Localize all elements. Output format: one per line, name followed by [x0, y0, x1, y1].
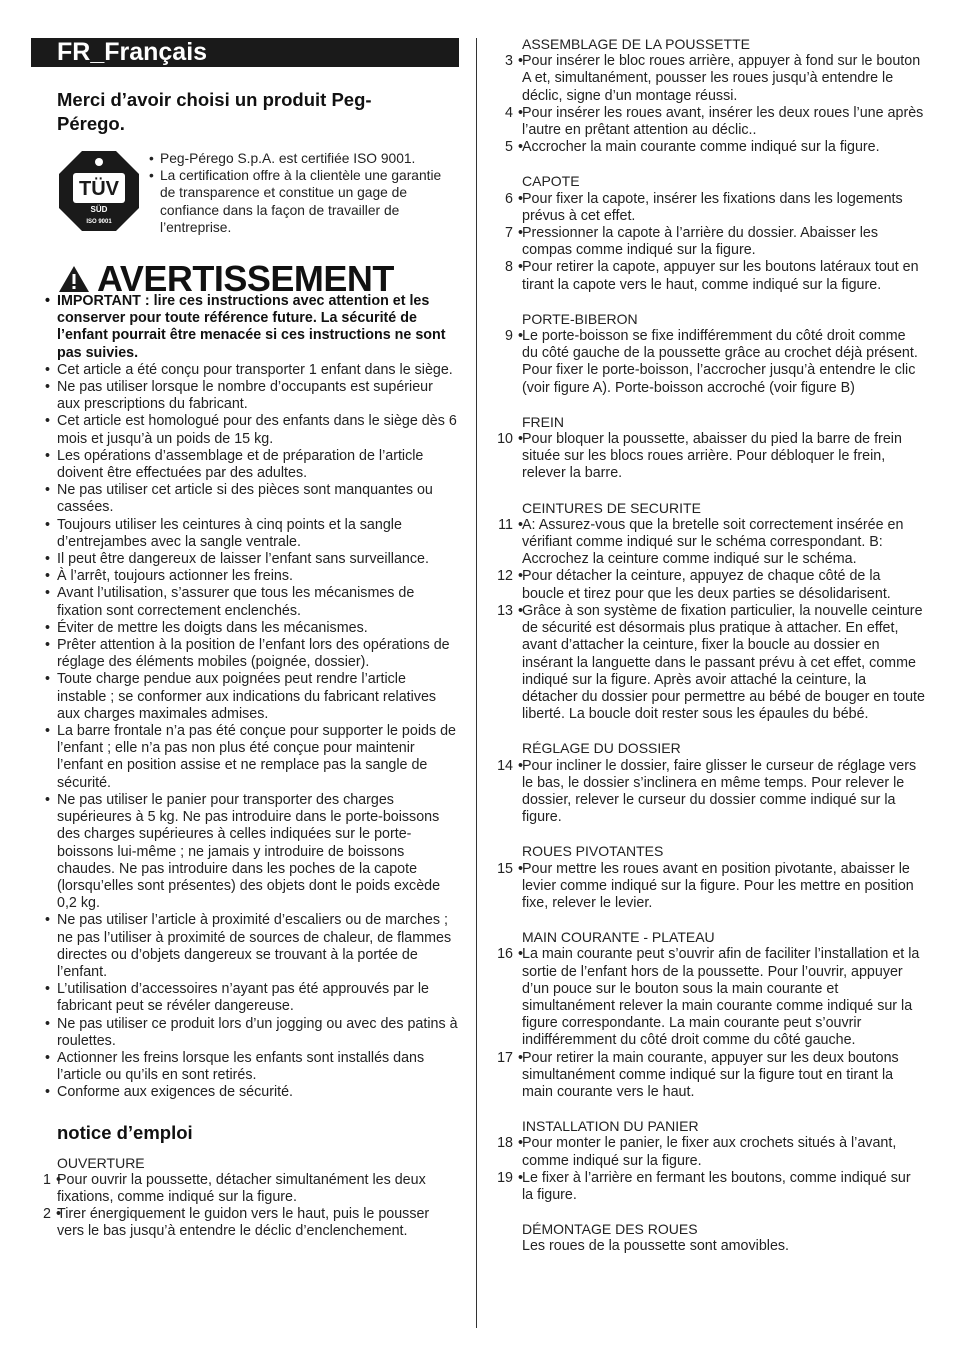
step-text: Pour retirer la capote, appuyer sur les boutons latéraux tout en tirant la capote vers le haut, comme indiqué sur la figure. — [522, 259, 919, 293]
step-number: 7 • — [487, 225, 513, 242]
step-text: Pour mettre les roues avant en position pivotante, abaisser le levier comme indiqué sur la figure. Pour les mettre en position fixe, relever le levier. — [522, 860, 914, 911]
step-number: 14 • — [487, 758, 513, 775]
step-list — [493, 861, 925, 913]
step-list — [493, 431, 925, 483]
step-number: 5 • — [487, 139, 513, 156]
step-text: Pour bloquer la poussette, abaisser du pied la barre de frein située sur les blocs roues arrière. Pour débloquer le frein, relever la barre. — [522, 431, 902, 482]
list-item: • La certification offre à la clientèle une garantie de transparence et constitue un gage de confiance dans la façon de travailler de l’entreprise. — [149, 167, 459, 236]
step-item — [493, 568, 925, 602]
step-item — [493, 517, 925, 569]
step-item — [493, 431, 925, 483]
section-label: CEINTURES DE SECURITE — [522, 499, 701, 516]
step-list — [493, 758, 925, 827]
step-text: A: Assurez-vous que la bretelle soit correctement insérée en vérifiant comme indiqué sur le schéma correspondant. B: Accrochez la ceinture comme indiqué sur le schéma. — [522, 516, 904, 568]
step-number: 6 • — [487, 191, 513, 208]
instructions-heading: notice d’emploi — [57, 1121, 193, 1143]
step-item — [493, 758, 925, 827]
certification-list — [149, 150, 459, 236]
section-label: RÉGLAGE DU DOSSIER — [522, 740, 681, 757]
step-item — [493, 259, 925, 293]
final-text: Les roues de la poussette sont amovibles. — [522, 1238, 790, 1255]
step-item — [31, 1172, 459, 1206]
step-text: Pour ouvrir la poussette, détacher simultanément les deux fixations, comme indiqué sur la figure. — [57, 1171, 426, 1205]
step-number: 4 • — [487, 105, 513, 122]
list-item: • Ne pas utiliser lorsque le nombre d’occupants est supérieur aux prescriptions du fabricant. — [31, 379, 459, 413]
step-number: 16 • — [487, 946, 513, 963]
step-text: Grâce à son système de fixation particulier, la nouvelle ceinture de sécurité est désormais plus pratique à attacher. En effet, avant d’attacher la ceinture, fixer la boucle au dossier en insérant la languette dans le passant prévu à cet effet, comme indiqué sur la figure. Après avoir attaché la ceinture, la détacher du dossier pour permettre au bébé de bouger en toute liberté. La boucle doit rester sous les épaules du bébé. — [522, 602, 925, 723]
list-item: • Ne pas utiliser cet article si des pièces sont manquantes ou cassées. — [31, 482, 459, 516]
list-item: • Ne pas utiliser ce produit lors d’un jogging ou avec des patins à roulettes. — [31, 1016, 459, 1050]
step-item — [493, 328, 925, 397]
step-item — [493, 1135, 925, 1169]
section-label: ROUES PIVOTANTES — [522, 843, 664, 860]
step-list — [31, 1172, 459, 1241]
section-label: ASSEMBLAGE DE LA POUSSETTE — [522, 36, 750, 52]
warning-title: AVERTISSEMENT — [97, 258, 394, 299]
step-number: 13 • — [487, 603, 513, 620]
section-label: CAPOTE — [522, 173, 580, 190]
step-item — [31, 1206, 459, 1240]
list-item: • Actionner les freins lorsque les enfants sont installés dans l’article ou qu’ils en sont retirés. — [31, 1050, 459, 1084]
list-item: • Avant l’utilisation, s’assurer que tous les mécanismes de fixation sont correctement enclenchés. — [31, 585, 459, 619]
step-item — [493, 946, 925, 1049]
step-number: 9 • — [487, 328, 513, 345]
step-item — [493, 191, 925, 225]
step-list — [493, 1135, 925, 1204]
warning-list — [31, 293, 459, 1102]
list-item: • Toute charge pendue aux poignées peut rendre l’article instable ; se conformer aux indications du fabricant relatives aux charges maximales admises. — [31, 671, 459, 723]
tuv-certification-logo — [57, 149, 141, 233]
step-item — [493, 139, 925, 156]
list-item: • À l’arrêt, toujours actionner les freins. — [31, 568, 459, 585]
list-item: • Peg-Pérego S.p.A. est certifiée ISO 9001. — [149, 150, 459, 167]
section-label: FREIN — [522, 413, 564, 430]
step-number: 11 • — [487, 517, 513, 534]
step-item — [493, 1050, 925, 1102]
section-label: PORTE-BIBERON — [522, 310, 638, 327]
logo-iso-text: ISO 9001 — [86, 219, 112, 225]
step-item — [493, 1170, 925, 1204]
step-number: 10 • — [487, 431, 513, 448]
step-text: Pour incliner le dossier, faire glisser le curseur de réglage vers le bas, le dossier s’inclinera en même temps. Pour relever le dossier, relever le curseur du dossier comme indiqué sur la figure. — [522, 757, 917, 826]
step-number: 18 • — [487, 1135, 513, 1152]
right-column — [493, 36, 925, 1256]
certification-block — [31, 149, 459, 241]
step-text: Pour insérer le bloc roues arrière, appuyer à fond sur le bouton A et, simultanément, pousser les roues jusqu’à entendre le déclic, signe d’un montage réussi. — [522, 53, 921, 104]
section-label: DÉMONTAGE DES ROUES — [522, 1221, 698, 1238]
step-list — [493, 328, 925, 397]
right-instruction-sections — [493, 36, 925, 1238]
section-label: OUVERTURE — [57, 1154, 145, 1171]
step-text: Pour détacher la ceinture, appuyez de chaque côté de la boucle et tirez pour que les deux parties se désolidarisent. — [522, 568, 891, 602]
list-item: • Les opérations d’assemblage et de préparation de l’article doivent être effectuées par des adultes. — [31, 448, 459, 482]
step-text: Pour insérer les roues avant, insérer les deux roues l’une après l’autre en prêtant attention au déclic.. — [522, 104, 924, 139]
step-item — [493, 603, 925, 723]
left-column — [31, 38, 459, 1241]
step-text: Pour fixer la capote, insérer les fixations dans les logements prévus à cet effet. — [522, 190, 903, 224]
list-item: • Prêter attention à la position de l’enfant lors des opérations de réglage des éléments mobiles (poignée, dossier). — [31, 637, 459, 671]
step-item — [493, 861, 925, 913]
step-item — [493, 225, 925, 259]
list-item: • Conforme aux exigences de sécurité. — [31, 1084, 459, 1101]
step-number: 8 • — [487, 259, 513, 276]
step-text: La main courante peut s’ouvrir afin de faciliter l’installation et la sortie de l’enfant hors de la poussette. Pour l’ouvrir, appuyer d’un pouce sur le bouton sous la main courante et simultanément relever la main courante comme indiqué sur la figure correspondante. La main courante peut s’ouvrir indifféremment du côté droit comme du côté gauche. — [522, 946, 920, 1049]
important-notice: • IMPORTANT : lire ces instructions avec attention et les conserver pour toute référence future. La sécurité de l’enfant pourrait être menacée si ces instructions ne sont pas suivies. — [31, 293, 459, 362]
step-text: Pour monter le panier, le fixer aux crochets situés à l’avant, comme indiqué sur la figure. — [522, 1135, 897, 1169]
step-number: 3 • — [487, 53, 513, 70]
step-text: Pressionner la capote à l’arrière du dossier. Abaisser les compas comme indiqué sur la figure. — [522, 225, 879, 259]
list-item: • Éviter de mettre les doigts dans les mécanismes. — [31, 620, 459, 637]
step-number: 2 • — [31, 1206, 51, 1223]
warning-triangle-icon — [57, 264, 91, 294]
step-text: Pour retirer la main courante, appuyer sur les deux boutons simultanément comme indiqué sur la figure tout en tirant la main courante vers le haut. — [522, 1049, 899, 1100]
list-item: • Il peut être dangereux de laisser l’enfant sans surveillance. — [31, 551, 459, 568]
step-text: Tirer énergiquement le guidon vers le haut, puis le pousser vers le bas jusqu’à entendre le déclic d’enclenchement. — [57, 1206, 430, 1240]
logo-brand-text: TÜV — [79, 178, 119, 200]
step-list — [493, 191, 925, 294]
list-item: • Cet article est homologué pour des enfants dans le siège dès 6 mois et jusqu’à un poids de 15 kg. — [31, 413, 459, 447]
step-item — [493, 105, 925, 139]
step-text: Accrocher la main courante comme indiqué sur la figure. — [522, 139, 880, 156]
step-number: 19 • — [487, 1170, 513, 1187]
list-item: • Toujours utiliser les ceintures à cinq points et la sangle d’entrejambes avec la sangle ventrale. — [31, 517, 459, 551]
section-label: INSTALLATION DU PANIER — [522, 1118, 699, 1135]
step-list — [493, 946, 925, 1101]
thank-you-heading: Merci d’avoir choisi un produit Peg-Pérego. — [57, 89, 372, 134]
list-item: • Ne pas utiliser l’article à proximité d’escaliers ou de marches ; ne pas l’utiliser à proximité de sources de chaleur, de flammes directes ou d’objets dangereux se trouvant à la portée de l’enfant. — [31, 912, 459, 981]
column-divider — [476, 38, 477, 1328]
step-number: 17 • — [487, 1050, 513, 1067]
section-label: MAIN COURANTE - PLATEAU — [522, 929, 715, 946]
left-instruction-sections — [31, 1155, 459, 1241]
list-item: • Ne pas utiliser le panier pour transporter des charges supérieures à 5 kg. Ne pas introduire dans le porte-boissons des charges supérieures à celles indiquées sur le porte-boissons lui-même ; ne jamais y introduire de boissons chaudes. Ne pas introduire dans les poches de la capote (lorsqu’elles sont présentes) des objets dont le poids excède 0,2 kg. — [31, 792, 459, 912]
list-item: • Cet article a été conçu pour transporter 1 enfant dans le siège. — [31, 362, 459, 379]
step-text: Le porte-boisson se fixe indifféremment du côté droit comme du côté gauche de la poussette grâce au crochet déjà présent. Pour fixer le porte-boisson, l’accrocher jusqu’à entendre le clic (voir figure A). Porte-boisson accroché (voir figure B) — [522, 328, 918, 396]
step-text: Le fixer à l’arrière en fermant les boutons, comme indiqué sur la figure. — [522, 1169, 911, 1203]
step-number: 15 • — [487, 861, 513, 878]
list-item: • L’utilisation d’accessoires n’ayant pas été approuvés par le fabricant peut se révéler dangereuse. — [31, 981, 459, 1015]
step-number: 1 • — [31, 1172, 51, 1189]
language-header: FR_Français — [31, 38, 459, 67]
list-item: • La barre frontale n’a pas été conçue pour supporter le poids de l’enfant ; elle n’a pas non plus été conçue pour maintenir l’enfant en position assise et ne remplace pas la sangle de sécurité. — [31, 723, 459, 792]
step-number: 12 • — [487, 568, 513, 585]
step-list — [493, 53, 925, 156]
step-item — [493, 53, 925, 105]
step-list — [493, 517, 925, 723]
logo-sub-text: SÜD — [90, 205, 108, 214]
